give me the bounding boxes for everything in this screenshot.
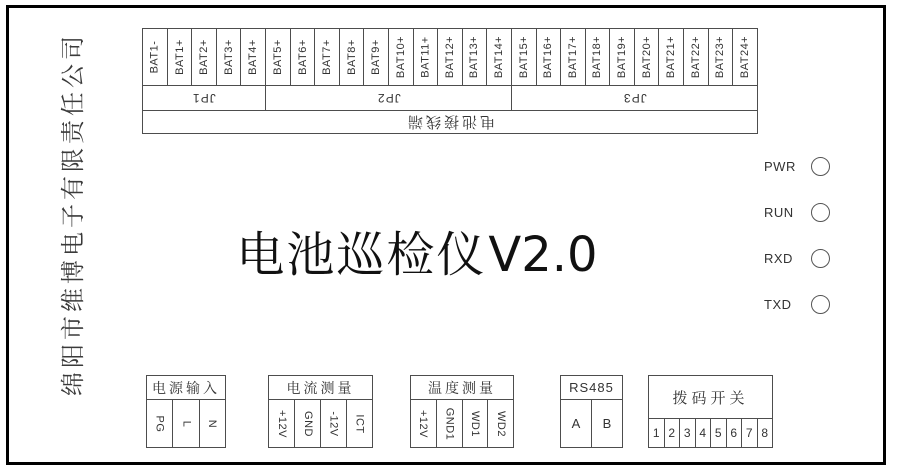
terminal-pin bbox=[291, 28, 316, 86]
connector-pin bbox=[295, 400, 321, 447]
terminal-pin bbox=[733, 28, 758, 86]
terminal-pin bbox=[512, 28, 537, 86]
cell-label: 2 bbox=[668, 426, 676, 440]
terminal-pin bbox=[389, 28, 414, 86]
cell-label: BAT23+ bbox=[714, 35, 727, 79]
led-label: TXD bbox=[764, 296, 792, 312]
cell-label: BAT4+ bbox=[247, 39, 260, 75]
cell-label: BAT6+ bbox=[296, 39, 309, 75]
cell-label: BAT19+ bbox=[616, 35, 629, 79]
battery-terminal-block bbox=[142, 28, 758, 134]
dip-switch-position bbox=[649, 419, 665, 447]
connector-rs485 bbox=[560, 375, 623, 448]
connector-pin bbox=[269, 400, 295, 447]
terminal-pin bbox=[414, 28, 439, 86]
cell-label: -12V bbox=[327, 410, 340, 437]
cell-label: 6 bbox=[730, 426, 738, 440]
cell-label: BAT5+ bbox=[271, 39, 284, 75]
connector-pin bbox=[488, 400, 513, 447]
connector-title: 电源输入 bbox=[147, 376, 225, 400]
connector-current-measure bbox=[268, 375, 373, 448]
connector-pin bbox=[411, 400, 437, 447]
terminal-caption: 电池接线端 bbox=[404, 112, 495, 129]
cell-label: BAT11+ bbox=[419, 36, 432, 78]
pwr-led-circle bbox=[811, 157, 830, 176]
led-label: RXD bbox=[764, 250, 793, 266]
run-led-circle bbox=[811, 203, 830, 222]
connector-pins bbox=[561, 400, 622, 447]
cell-label: BAT20+ bbox=[640, 35, 653, 79]
led-label: RUN bbox=[764, 204, 794, 220]
terminal-group-label: JP3 bbox=[622, 91, 647, 105]
connector-temperature-measure bbox=[410, 375, 514, 448]
cell-label: 4 bbox=[699, 426, 707, 440]
dip-switch-title: 拨码开关 bbox=[649, 376, 772, 419]
cell-label: BAT1+ bbox=[173, 39, 186, 75]
cell-label: 5 bbox=[714, 426, 722, 440]
cell-label: BAT13+ bbox=[468, 35, 481, 79]
led-row-run bbox=[764, 202, 830, 222]
terminal-group-jp2 bbox=[266, 86, 512, 110]
led-label: PWR bbox=[764, 158, 796, 174]
connector-pin bbox=[347, 400, 372, 447]
connector-pins bbox=[411, 400, 513, 447]
device-title-cn: 电池巡检仪 bbox=[236, 229, 487, 282]
connector-pin bbox=[561, 400, 592, 447]
connector-pin bbox=[463, 400, 489, 447]
cell-label: BAT2+ bbox=[197, 39, 210, 75]
dip-switch-block bbox=[648, 375, 773, 448]
cell-label: +12V bbox=[417, 409, 430, 438]
terminal-pin bbox=[537, 28, 562, 86]
terminal-group-label: JP1 bbox=[192, 91, 217, 105]
terminal-pin bbox=[487, 28, 512, 86]
connector-pin bbox=[173, 400, 199, 447]
cell-label: GND1 bbox=[443, 407, 456, 440]
cell-label: 8 bbox=[761, 426, 769, 440]
cell-label: GND bbox=[301, 410, 314, 437]
dip-switch-position bbox=[696, 419, 712, 447]
cell-label: B bbox=[602, 416, 612, 431]
cell-label: 3 bbox=[683, 426, 691, 440]
terminal-pin bbox=[217, 28, 242, 86]
connector-pin bbox=[147, 400, 173, 447]
connector-power-input bbox=[146, 375, 226, 448]
terminal-group-jp1 bbox=[143, 86, 266, 110]
terminal-pin bbox=[561, 28, 586, 86]
terminal-group-jp3 bbox=[512, 86, 757, 110]
terminal-pin bbox=[610, 28, 635, 86]
cell-label: BAT14+ bbox=[493, 35, 506, 79]
terminal-pin bbox=[192, 28, 217, 86]
terminal-pin bbox=[684, 28, 709, 86]
dip-switch-position bbox=[742, 419, 758, 447]
led-row-pwr bbox=[764, 156, 830, 176]
terminal-group-label: JP2 bbox=[376, 91, 401, 105]
connector-pin bbox=[321, 400, 347, 447]
terminal-pin bbox=[241, 28, 266, 86]
connector-pin bbox=[437, 400, 463, 447]
cell-label: BAT3+ bbox=[222, 39, 235, 75]
dip-switch-position bbox=[727, 419, 743, 447]
led-row-txd bbox=[764, 294, 830, 314]
cell-label: BAT12+ bbox=[443, 35, 456, 79]
connector-title: RS485 bbox=[561, 376, 622, 400]
cell-label: BAT21+ bbox=[665, 35, 678, 79]
terminal-pin bbox=[709, 28, 734, 86]
cell-label: BAT8+ bbox=[345, 39, 358, 75]
dip-switch-position bbox=[680, 419, 696, 447]
terminal-pin bbox=[438, 28, 463, 86]
terminal-pin bbox=[364, 28, 389, 86]
terminal-pin bbox=[340, 28, 365, 86]
cell-label: +12V bbox=[275, 409, 288, 438]
cell-label: BAT16+ bbox=[542, 35, 555, 79]
cell-label: ICT bbox=[353, 413, 366, 434]
connector-title: 温度测量 bbox=[411, 376, 513, 400]
terminal-pin bbox=[635, 28, 660, 86]
terminal-caption-row bbox=[142, 111, 758, 134]
cell-label: BAT9+ bbox=[370, 39, 383, 75]
dip-switch-position bbox=[758, 419, 773, 447]
terminal-group-row bbox=[142, 86, 758, 111]
cell-label: BAT18+ bbox=[591, 35, 604, 79]
txd-led-circle bbox=[811, 295, 830, 314]
cell-label: BAT24+ bbox=[739, 35, 752, 79]
terminal-pin bbox=[315, 28, 340, 86]
terminal-pin-row bbox=[142, 28, 758, 86]
rxd-led-circle bbox=[811, 249, 830, 268]
cell-label: BAT10+ bbox=[394, 35, 407, 79]
cell-label: BAT1- bbox=[148, 40, 161, 74]
cell-label: N bbox=[206, 419, 219, 428]
device-title bbox=[142, 216, 692, 285]
connector-title: 电流测量 bbox=[269, 376, 372, 400]
dip-switch-position bbox=[665, 419, 681, 447]
cell-label: L bbox=[179, 420, 192, 427]
cell-label: BAT22+ bbox=[689, 35, 702, 79]
connector-pins bbox=[269, 400, 372, 447]
cell-label: BAT17+ bbox=[566, 35, 579, 79]
cell-label: A bbox=[571, 416, 581, 431]
led-row-rxd bbox=[764, 248, 830, 268]
cell-label: BAT7+ bbox=[320, 39, 333, 75]
dip-switch-position bbox=[711, 419, 727, 447]
terminal-pin bbox=[266, 28, 291, 86]
terminal-pin bbox=[463, 28, 488, 86]
cell-label: 1 bbox=[652, 426, 660, 440]
device-title-version: V2.0 bbox=[488, 227, 598, 283]
terminal-pin bbox=[142, 28, 168, 86]
company-name: 绵阳市维博电子有限责任公司 bbox=[61, 32, 87, 396]
connector-pins bbox=[147, 400, 225, 447]
terminal-pin bbox=[586, 28, 611, 86]
led-indicators bbox=[764, 156, 830, 340]
connector-pin bbox=[592, 400, 622, 447]
terminal-pin bbox=[168, 28, 193, 86]
terminal-pin bbox=[659, 28, 684, 86]
cell-label: WD1 bbox=[468, 410, 481, 437]
cell-label: 7 bbox=[745, 426, 753, 440]
cell-label: WD2 bbox=[494, 410, 507, 437]
dip-switch-positions bbox=[649, 419, 772, 447]
cell-label: PG bbox=[153, 415, 166, 432]
cell-label: BAT15+ bbox=[517, 35, 530, 79]
connector-pin bbox=[200, 400, 225, 447]
